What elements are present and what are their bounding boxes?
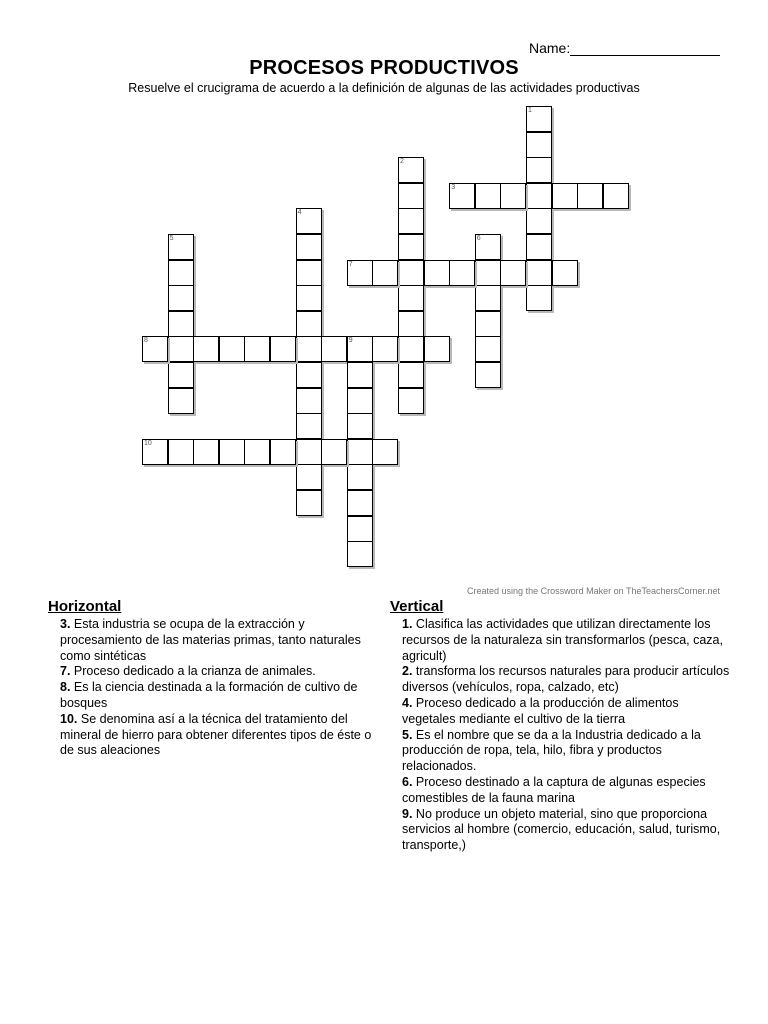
- crossword-cell[interactable]: [193, 439, 219, 465]
- crossword-cell[interactable]: [526, 183, 552, 209]
- crossword-cell[interactable]: [347, 541, 373, 567]
- crossword-cell[interactable]: [347, 516, 373, 542]
- crossword-cell[interactable]: [296, 336, 322, 362]
- crossword-cell[interactable]: [321, 336, 347, 362]
- clue-number: 6: [476, 235, 481, 242]
- crossword-cell[interactable]: [526, 208, 552, 234]
- crossword-cell[interactable]: [296, 260, 322, 286]
- crossword-cell[interactable]: [347, 490, 373, 516]
- crossword-cell[interactable]: [424, 336, 450, 362]
- crossword-cell[interactable]: [193, 336, 219, 362]
- crossword-cell[interactable]: [398, 311, 424, 337]
- clue-7: 7. Proceso dedicado a la crianza de animales.: [60, 664, 316, 679]
- crossword-cell[interactable]: [347, 260, 373, 286]
- crossword-cell[interactable]: [475, 234, 501, 260]
- crossword-cell[interactable]: [296, 388, 322, 414]
- crossword-cell[interactable]: [244, 439, 270, 465]
- crossword-cell[interactable]: [296, 362, 322, 388]
- crossword-cell[interactable]: [526, 132, 552, 158]
- page-subtitle: Resuelve el crucigrama de acuerdo a la definición de algunas de las actividades productivas: [128, 81, 640, 95]
- crossword-cell[interactable]: [168, 336, 194, 362]
- crossword-cell[interactable]: [168, 388, 194, 414]
- clue-6: 6. Proceso destinado a la captura de algunas especies comestibles de la fauna marina: [402, 774, 706, 805]
- crossword-cell[interactable]: [475, 285, 501, 311]
- clue-number: 10: [144, 439, 152, 447]
- crossword-cell[interactable]: [244, 336, 270, 362]
- crossword-cell[interactable]: [296, 285, 322, 311]
- crossword-cell[interactable]: [552, 260, 578, 286]
- crossword-cell[interactable]: [296, 311, 322, 337]
- crossword-cell[interactable]: [449, 183, 475, 209]
- crossword-cell[interactable]: [500, 260, 526, 286]
- crossword-cell[interactable]: [296, 234, 322, 260]
- crossword-cell[interactable]: [270, 439, 296, 465]
- crossword-cell[interactable]: [296, 439, 322, 465]
- crossword-cell[interactable]: [372, 439, 398, 465]
- clue-number: 3: [451, 183, 456, 191]
- crossword-cell[interactable]: [347, 464, 373, 490]
- crossword-cell[interactable]: [398, 285, 424, 311]
- crossword-cell[interactable]: [347, 439, 373, 465]
- crossword-cell[interactable]: [398, 234, 424, 260]
- crossword-cell[interactable]: [296, 208, 322, 234]
- clue-number: 8: [144, 337, 148, 345]
- crossword-cell[interactable]: [372, 336, 398, 362]
- crossword-cell[interactable]: [449, 260, 475, 286]
- crossword-cell[interactable]: [398, 336, 424, 362]
- crossword-cell[interactable]: [500, 183, 526, 209]
- crossword-cell[interactable]: [603, 183, 629, 209]
- crossword-cell[interactable]: [398, 388, 424, 414]
- horizontal-clues: [48, 598, 383, 759]
- crossword-cell[interactable]: [398, 183, 424, 209]
- crossword-cell[interactable]: [475, 336, 501, 362]
- clue-number: 5: [169, 235, 174, 242]
- crossword-cell[interactable]: [219, 336, 245, 362]
- crossword-cell[interactable]: [270, 336, 296, 362]
- crossword-cell[interactable]: [142, 439, 168, 465]
- crossword-cell[interactable]: [296, 464, 322, 490]
- crossword-cell[interactable]: [475, 260, 501, 286]
- crossword-cell[interactable]: [475, 183, 501, 209]
- crossword-cell[interactable]: [398, 260, 424, 286]
- crossword-cell[interactable]: [577, 183, 603, 209]
- clue-9: 9. No produce un objeto material, sino que proporciona servicios al hombre (comercio, educación, salud, turismo, transporte,): [402, 806, 721, 853]
- crossword-cell[interactable]: [552, 183, 578, 209]
- crossword-cell[interactable]: [168, 362, 194, 388]
- clue-1: 1. Clasifica las actividades que utilizan directamente los recursos de la naturaleza sin transformarlos (pesca, caza, agricult): [402, 617, 723, 663]
- crossword-cell[interactable]: [398, 157, 424, 183]
- crossword-cell[interactable]: [475, 311, 501, 337]
- credit-text: Created using the Crossword Maker on TheTeachersCorner.net: [467, 586, 720, 596]
- crossword-cell[interactable]: [526, 260, 552, 286]
- crossword-cell[interactable]: [526, 106, 552, 132]
- crossword-cell[interactable]: [168, 311, 194, 337]
- crossword-cell[interactable]: [347, 413, 373, 439]
- clue-number: 7: [348, 260, 353, 268]
- clue-4: 4. Proceso dedicado a la producción de alimentos vegetales mediante el cultivo de la tierra: [402, 695, 679, 726]
- crossword-cell[interactable]: [526, 285, 552, 311]
- clue-8: 8. Es la ciencia destinada a la formación de cultivo de bosques: [60, 680, 358, 710]
- crossword-cell[interactable]: [296, 490, 322, 516]
- crossword-cell[interactable]: [526, 234, 552, 260]
- crossword-cell[interactable]: [526, 157, 552, 183]
- horizontal-heading: Horizontal: [48, 598, 122, 615]
- crossword-cell[interactable]: [168, 285, 194, 311]
- crossword-cell[interactable]: [321, 439, 347, 465]
- crossword-cell[interactable]: [475, 362, 501, 388]
- crossword-cell[interactable]: [168, 234, 194, 260]
- clue-number: 1: [528, 107, 532, 114]
- clue-2: 2. transforma los recursos naturales para producir artículos diversos (vehículos, ropa, calzado, etc): [402, 664, 730, 695]
- crossword-cell[interactable]: [168, 439, 194, 465]
- clue-5: 5. Es el nombre que se da a la Industria dedicado a la producción de ropa, tela, hilo, fibra y productos relacionados.: [402, 727, 701, 774]
- clue-number: 9: [348, 337, 353, 345]
- crossword-cell[interactable]: [424, 260, 450, 286]
- vertical-clues: [390, 598, 730, 854]
- clue-number: 4: [297, 209, 302, 217]
- crossword-cell[interactable]: [347, 336, 373, 362]
- clue-10: 10. Se denomina así a la técnica del tratamiento del mineral de hierro para obtener diferentes tipos de éste o de sus aleaciones: [60, 711, 372, 758]
- crossword-cell[interactable]: [372, 260, 398, 286]
- page-title: PROCESOS PRODUCTIVOS: [249, 57, 519, 79]
- crossword-cell[interactable]: [347, 388, 373, 414]
- crossword-cell[interactable]: [296, 413, 322, 439]
- crossword-cell[interactable]: [398, 208, 424, 234]
- crossword-cell[interactable]: [219, 439, 245, 465]
- crossword-cell[interactable]: [398, 362, 424, 388]
- vertical-heading: Vertical: [390, 598, 444, 615]
- clue-number: 2: [400, 158, 404, 166]
- crossword-cell[interactable]: [347, 362, 373, 388]
- name-label: Name:: [529, 40, 571, 56]
- crossword-cell[interactable]: [168, 260, 194, 286]
- clue-3: 3. Esta industria se ocupa de la extracción y procesamiento de las materias primas, tanto naturales como sintéticas: [60, 617, 361, 663]
- crossword-cell[interactable]: [142, 336, 168, 362]
